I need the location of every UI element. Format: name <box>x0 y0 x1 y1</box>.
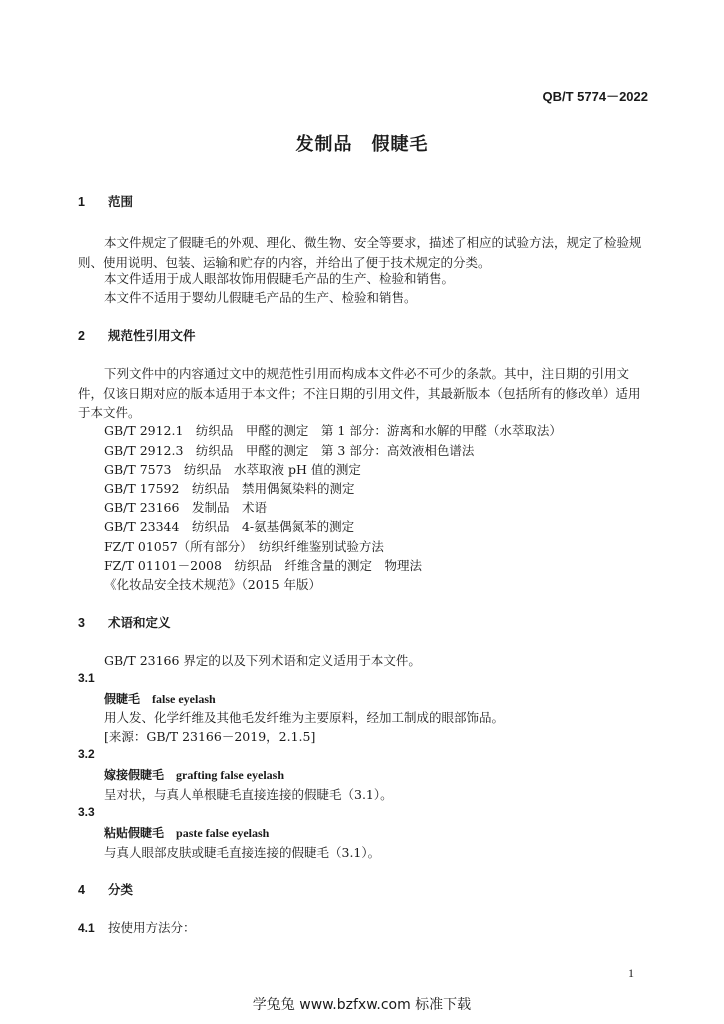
term-definition: 呈对状，与真人单根睫毛直接连接的假睫毛（3.1）。 <box>104 787 393 802</box>
section-title: 分类 <box>108 882 134 897</box>
term-number: 3.1 <box>78 671 95 685</box>
section-number: 2 <box>78 329 85 343</box>
term-definition: 与真人眼部皮肤或睫毛直接连接的假睫毛（3.1）。 <box>104 845 381 860</box>
term-definition: 用人发、化学纤维及其他毛发纤维为主要原料，经加工制成的眼部饰品。 <box>104 710 505 725</box>
term-zh: 嫁接假睫毛 <box>104 768 165 782</box>
section-3-heading <box>78 613 171 631</box>
term-source: [来源：GB/T 23166－2019，2.1.5] <box>104 729 316 744</box>
paragraph: 本文件不适用于婴幼儿假睫毛产品的生产、检验和销售。 <box>104 290 417 305</box>
section-number: 4 <box>78 883 85 897</box>
paragraph: 本文件规定了假睫毛的外观、理化、微生物、安全等要求，描述了相应的试验方法，规定了检验规则、使用说明、包装、运输和贮存的内容，并给出了便于技术规定的分类。 <box>78 235 642 270</box>
term-heading <box>104 824 269 841</box>
reference-item: FZ/T 01101－2008 纺织品 纤维含量的测定 物理法 <box>104 558 422 573</box>
term-zh: 粘贴假睫毛 <box>104 826 165 840</box>
footer-watermark: 学兔兔 www.bzfxw.com 标准下载 <box>252 997 472 1013</box>
reference-item: GB/T 2912.1 纺织品 甲醛的测定 第 1 部分：游离和水解的甲醛（水萃取法） <box>104 423 562 438</box>
section-title: 规范性引用文件 <box>108 328 196 343</box>
term-en: paste false eyelash <box>176 826 270 840</box>
term-heading <box>104 690 216 707</box>
term-zh: 假睫毛 <box>104 692 141 706</box>
paragraph: 下列文件中的内容通过文中的规范性引用而构成本文件必不可少的条款。其中，注日期的引用文件，仅该日期对应的版本适用于本文件；不注日期的引用文件，其最新版本（包括所有的修改单）适用于本文件。 <box>78 366 641 420</box>
term-en: false eyelash <box>152 692 216 706</box>
section-title: 术语和定义 <box>108 615 171 630</box>
section-number: 3 <box>78 616 85 630</box>
paragraph: GB/T 23166 界定的以及下列术语和定义适用于本文件。 <box>104 653 421 668</box>
page-number: 1 <box>628 966 634 980</box>
reference-item: 《化妆品安全技术规范》（2015 年版） <box>104 577 322 592</box>
reference-item: GB/T 17592 纺织品 禁用偶氮染料的测定 <box>104 481 355 496</box>
reference-item: GB/T 23166 发制品 术语 <box>104 500 267 515</box>
subsection-number: 4.1 <box>78 921 95 935</box>
term-en: grafting false eyelash <box>176 768 284 782</box>
section-1-heading <box>78 192 133 210</box>
reference-item: GB/T 23344 纺织品 4-氨基偶氮苯的测定 <box>104 519 355 534</box>
term-number: 3.3 <box>78 805 95 819</box>
term-heading <box>104 766 284 783</box>
term-number: 3.2 <box>78 747 95 761</box>
section-2-heading <box>78 326 196 344</box>
section-4-heading <box>78 880 133 898</box>
reference-item: FZ/T 01057（所有部分） 纺织纤维鉴别试验方法 <box>104 539 384 554</box>
reference-item: GB/T 2912.3 纺织品 甲醛的测定 第 3 部分：高效液相色谱法 <box>104 443 475 458</box>
paragraph: 本文件适用于成人眼部妆饰用假睫毛产品的生产、检验和销售。 <box>104 271 455 286</box>
section-title: 范围 <box>108 194 134 209</box>
subsection-4-1 <box>78 918 196 939</box>
section-number: 1 <box>78 195 85 209</box>
standard-number: QB/T 5774－2022 <box>542 89 648 104</box>
document-title: 发制品 假睫毛 <box>295 134 429 155</box>
reference-item: GB/T 7573 纺织品 水萃取液 pH 值的测定 <box>104 462 361 477</box>
subsection-text: 按使用方法分： <box>108 920 196 935</box>
